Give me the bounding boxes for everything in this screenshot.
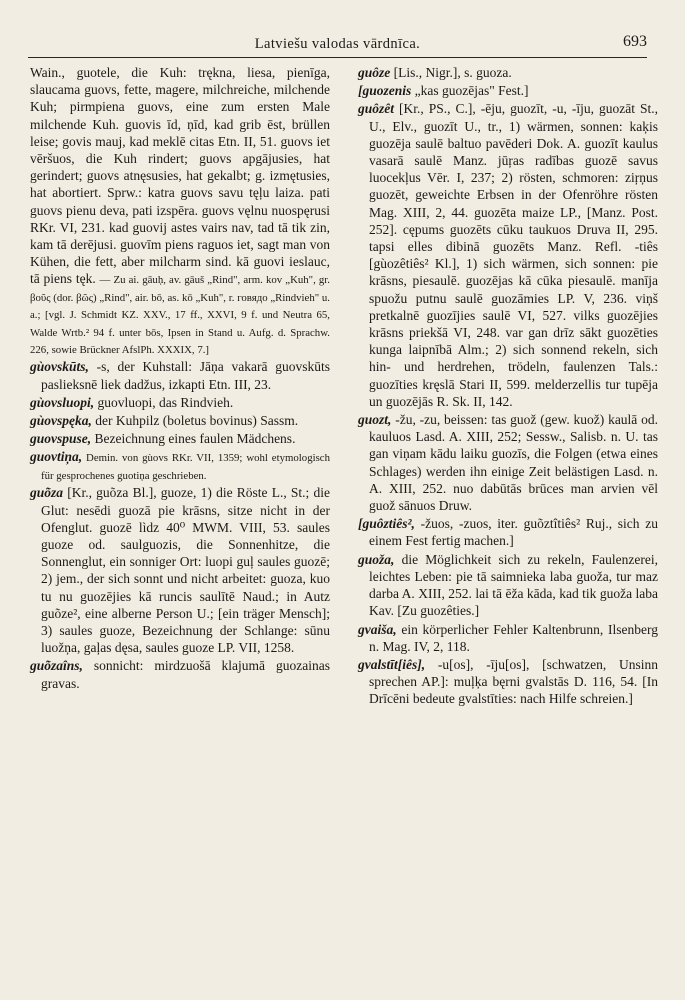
headword: guoža, — [358, 551, 395, 567]
entry-text: [Lis., Nigr.], s. guoza. — [390, 65, 512, 80]
headword: guôzêt — [358, 101, 395, 117]
entry-text: ein körperlicher Fehler Kaltenbrunn, Ilsenberg n. Mag. IV, 2, 118. — [369, 621, 658, 654]
entry-text: -žu, -zu, beissen: tas guož (gew. kuož) kaulā od. kauluos Lasd. A. XIII, 252; Sessw., Salisb. n. U. tas gan viņam kādu laiku guozīs, die Folgen (etwa eines Schlages) werden ihn einige Zeit belästigen Lasd. n. A. XIII, 252. nuo dabūtās brūces man arvien vēl guož sānuos Druw. — [369, 412, 658, 514]
right-column — [358, 64, 658, 709]
running-title: Latviešu valodas vārdnīca. — [254, 36, 421, 52]
entry-guovspuse — [30, 430, 330, 447]
headword: guõzaîns, — [30, 658, 83, 674]
entry-text: sonnicht: mirdzuošā klajumā guozainas gravas. — [41, 658, 330, 691]
headword: [guôztiês², — [358, 516, 415, 532]
entry-guozt — [358, 411, 658, 514]
headword: guovspuse, — [30, 431, 92, 447]
entry-guoze — [358, 64, 658, 81]
page-number: 693 — [623, 33, 647, 50]
entry-guozains — [30, 657, 330, 691]
entry-gvalstities — [358, 656, 658, 708]
entry-text: Demin. von gùovs RKr. VII, 1359; wohl etymologisch für gesprochenes guotiņa geschrieben. — [41, 452, 330, 482]
entry-gvaisa — [358, 621, 658, 655]
headword: gùovspęka, — [30, 413, 92, 429]
page-header — [28, 30, 647, 56]
entry-guovspeka — [30, 412, 330, 429]
headword: guôze — [358, 65, 391, 80]
entry-text: die Möglichkeit sich zu rekeln, Faulenzerei, leichtes Leben: pie tā saimnieka laba guoža, tur maz darba A. XIII, 252. lai tā ēža kāda, kad tik guoža laba Kav. [Zu guozêties.] — [369, 551, 658, 619]
entry-guozties — [358, 515, 658, 549]
entry-text: [Kr., PS., C.], -ēju, guozīt, -u, -īju, guozāt St., U., Elv., guozīt U., tr., 1) wärmen, sonnen: kaķis guozēja saulē baltuo pavēderi Dok. A. guozīt kaulus vasarā saulē Manz. jūŗas radības guozē savus luocekļus Vēr. I, 237; 2) rösten, schmoren: ziŗņus guozēt, geweichte Erbsen in der Ofenröhre rösten Mag. XIII, 2, 44. guozēta maize LP., [Manz. Post. 252]. cępums guozēts cūku taukuos Druva II, 295. tapsi elles dibinā guozēts Manz. Refl. -tiês [gùozêtiês² Kl.], 1) sich wärmen, sich sonnen: pie krāsns, piesaulē. guozējas kā cūka piesaulē. manīja spuožu putnu saulē guozāmies LP. V, 236. viņš pretkalnē guozījies saulē VI, 527. vilks guozējies krāsns priekšā VI, 248. var gan drīz sākt guozēties kunga laipnībā Alm.; 2) sich sonnend rekeln, sich hin- und herdrehen, trödeln, faulenzen Tals.: guozīties kręslā Stari II, 599. melderzellis tur tupēja un guozējās R. Sk. II, 142. — [369, 101, 658, 409]
header-rule — [28, 57, 647, 58]
headword: guovtiņa, — [30, 449, 83, 465]
headword: guozt, — [358, 412, 392, 428]
entry-guovs-continued — [30, 64, 330, 357]
entry-text: „kas guozējas" Fest.] — [411, 83, 529, 99]
entry-text: -žuos, -zuos, iter. guõztîtiês² Ruj., sich zu einem Fest fertig machen.] — [369, 516, 658, 549]
entry-text: der Kuhpilz (boletus bovinus) Sassm. — [91, 413, 299, 429]
entry-text: -s, der Kuhstall: Jāņa vakarā guovskūts paslieksnē liek dadžus, izkapti Etn. III, 23. — [41, 359, 330, 392]
entry-text: Bezeichnung eines faulen Mädchens. — [91, 431, 296, 447]
headword: guõza — [30, 485, 64, 501]
entry-guoza-2 — [358, 551, 658, 620]
entry-text: Wain., guotele, die Kuh: trękna, liesa, pienīga, slaucama guovs, fette, magere, milchreiche, milchende Kuh; pirmpiena guovs, eine zum ersten Male milchende Kuh. guovis īd, ņīd, kad grib ēst, brüllen leise; govis mauj, kad meklē citas Etn. II, 51. guovs iet vēršuos, die Kuh rindert; guovs apgājusies, hat gerindert; guovs atnęsusies, hat gekalbt; g. izmętusies, hat abortiert. Sprw.: katra guovs savu tęļu laiza. pati guovs pienu deva, pati izspēra. guovs vęlnu nuospęrusi RKr. VI, 231. kad guovij astes vairs nav, tad tā tik zin, kam tā derējusi. guovīm piens raguos iet, sagt man von Kühen, die fett, aber milcharm sind. kā guovi ieslauc, tā piens tęk. — [30, 65, 330, 287]
entry-guovsluopi — [30, 394, 330, 411]
headword: gvalstīt[iês], — [358, 656, 426, 672]
headword: gvaiša, — [358, 621, 397, 637]
headword: [guozenis — [358, 83, 412, 99]
entry-guoza — [30, 484, 330, 656]
entry-text: [Kr., guõza Bl.], guoze, 1) die Röste L., St.; die Glut: nesēdi guozā pie krāsns, sitze nicht in der Ofenglut. guozē lìdz 40⁰ MWM. VIII, 53. saules guoze od. saulguozis, die Sonnenhitze, die Sonnenglut, ein sonniger Ort: luopi guļ saules guozē; 2) jem., der sich sonnt und nicht arbeitet: guoza, kuo tu nu guozējies kā runcis saulītē Naud.; in Autz guõze², eine alberne Person U.; [ein träger Mensch]; 3) saules guoze, Bezeichnung der Schlange: sūnu luožņa, gaļas dęsa, saules guoze LP. VII, 1258. — [41, 485, 330, 656]
headword: gùovsluopi, — [30, 394, 95, 410]
entry-guovtina — [30, 448, 330, 483]
headword: gùovskūts, — [30, 359, 89, 375]
entry-guozet — [358, 100, 658, 410]
left-column — [30, 64, 330, 693]
entry-text: guovluopi, das Rindvieh. — [94, 394, 234, 410]
entry-guozenis — [358, 82, 658, 99]
entry-text: -u[os], -īju[os], [schwatzen, Unsinn sprechen AP.]: muļķa bęrni gvalstās D. 116, 54. [In Drīcēni bedeute gvalstīties: nach Hilfe schreien.] — [369, 656, 658, 707]
etymology-note: — Zu ai. gāuḥ, av. gāuš „Rind", arm. kov „Kuh", gr. βοῦς (dor. βῶς) „Rind", air. bō, as. kō „Kuh", r. говядо „Rindvieh" u. a.; [vgl. J. Schmidt KZ. XXV., 17 ff., XXVI, 9 f. und Neutra 65, Walde Wrtb.² 94 f. unter bōs, Ipsen in Stand u. Aufg. d. Sprachw. 226, sowie Brückner AfslPh. XXXIX, 7.] — [30, 274, 331, 357]
entry-guovskuts — [30, 358, 330, 392]
